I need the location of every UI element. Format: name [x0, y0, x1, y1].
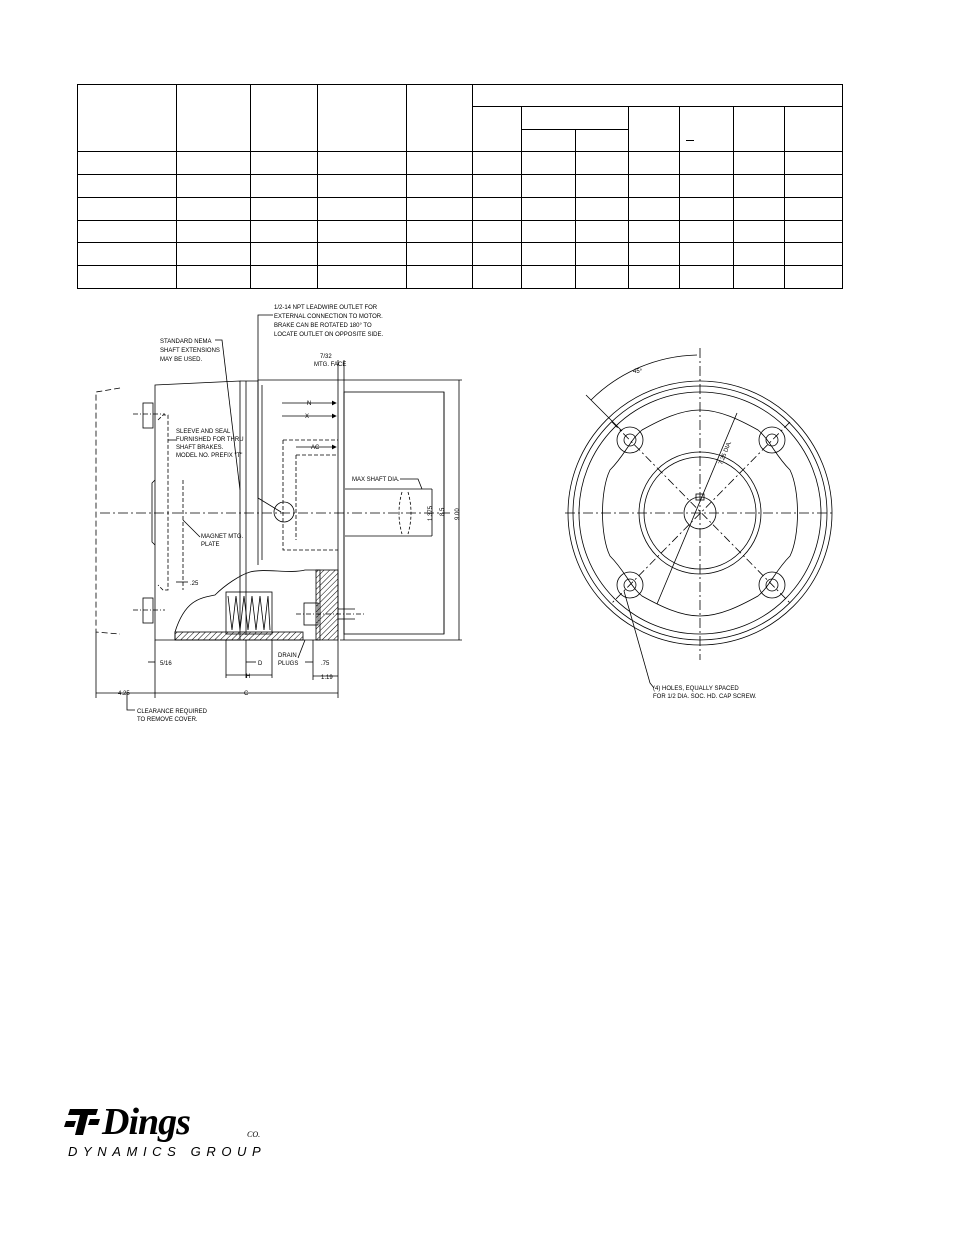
end-view-drawing — [565, 348, 835, 688]
bolt-circle-label: 7.25 DIA. — [718, 440, 734, 466]
cover-body — [155, 381, 243, 640]
sleeve-note-line: SHAFT BRAKES. — [176, 445, 224, 451]
company-logo — [64, 1101, 304, 1164]
dim-label-425: 4.25 — [118, 691, 130, 697]
holes-note-line: FOR 1/2 DIA. SOC. HD. CAP SCREW. — [653, 694, 757, 700]
nema-leader — [215, 340, 240, 490]
mtg-face-label: 7/32 — [320, 354, 332, 360]
mtg-face-label: MTG. FACE — [314, 362, 347, 368]
logo-brand: Dings — [102, 1101, 190, 1143]
leadwire-note-line: LOCATE OUTLET ON OPPOSITE SIDE. — [274, 332, 384, 338]
clearance-note-line: TO REMOVE COVER. — [137, 717, 198, 723]
leadwire-outlet — [274, 502, 294, 522]
bolt-head-top — [143, 403, 153, 428]
angle-ext — [586, 395, 622, 431]
sleeve-note-line: FURNISHED FOR THRU — [176, 437, 244, 443]
max-shaft-label: MAX SHAFT DIA. — [352, 477, 400, 483]
dim-label-1375: 1.375 — [428, 505, 434, 521]
dim-label-h: H — [246, 674, 251, 680]
holes-leader — [624, 591, 654, 688]
magnet-leader — [183, 520, 200, 537]
leadwire-leader — [258, 315, 281, 512]
bore-outline — [283, 440, 338, 550]
angle-label: 45° — [633, 369, 643, 375]
drain-note-line: DRAIN — [278, 653, 297, 659]
dings-logo-icon — [64, 1107, 102, 1137]
nema-note-line: SHAFT EXTENSIONS — [160, 348, 220, 354]
sleeve-outline — [158, 415, 168, 590]
logo-co: CO. — [247, 1130, 261, 1139]
leadwire-note-line: EXTERNAL CONNECTION TO MOTOR. — [274, 314, 383, 320]
dim-label-900: 9.00 — [455, 508, 461, 520]
dim-label-n: N — [307, 401, 312, 407]
magnet-note-line: PLATE — [201, 542, 220, 548]
dim-label-d: D — [258, 661, 263, 667]
hatched-section — [316, 570, 338, 640]
nema-note-line: STANDARD NEMA — [160, 339, 212, 345]
bore-outline — [296, 455, 338, 540]
dim-label-ac: AC — [311, 445, 320, 451]
spring — [228, 596, 270, 630]
drain-note-line: PLUGS — [278, 661, 299, 667]
max-shaft-leader — [400, 479, 422, 489]
nema-note-line: MAY BE USED. — [160, 357, 203, 363]
bolt-circle-dim — [657, 413, 737, 604]
holes-note-line: (4) HOLES, EQUALLY SPACED — [653, 686, 739, 692]
leadwire-note-line: BRAKE CAN BE ROTATED 180° TO — [274, 323, 372, 329]
bolt-head-bottom — [143, 598, 153, 623]
magnet-note-line: MAGNET MTG. — [201, 534, 244, 540]
dim-label-25: .25 — [190, 581, 199, 587]
dim-label-75: .75 — [321, 661, 330, 667]
sleeve-note-line: SLEEVE AND SEAL — [176, 429, 231, 435]
sleeve-nub — [152, 480, 155, 545]
dim-label-85: 8.5 — [440, 507, 446, 516]
dim-label-x: X — [305, 414, 310, 420]
dim-label-119: 1.19 — [321, 675, 333, 681]
spring-housing — [226, 592, 272, 634]
cover-clearance-outline — [96, 388, 120, 634]
leadwire-note-line: 1/2-14 NPT LEADWIRE OUTLET FOR — [274, 305, 378, 311]
drain-leader — [298, 640, 305, 658]
hatched-strip — [175, 632, 303, 640]
dim-label-c: C — [244, 691, 249, 697]
dim-label-516: 5/16 — [160, 661, 172, 667]
clearance-note-line: CLEARANCE REQUIRED — [137, 709, 208, 715]
sleeve-note-line: MODEL NO. PREFIX "T" — [176, 453, 243, 459]
logo-tagline: DYNAMICS GROUP — [68, 1144, 267, 1159]
